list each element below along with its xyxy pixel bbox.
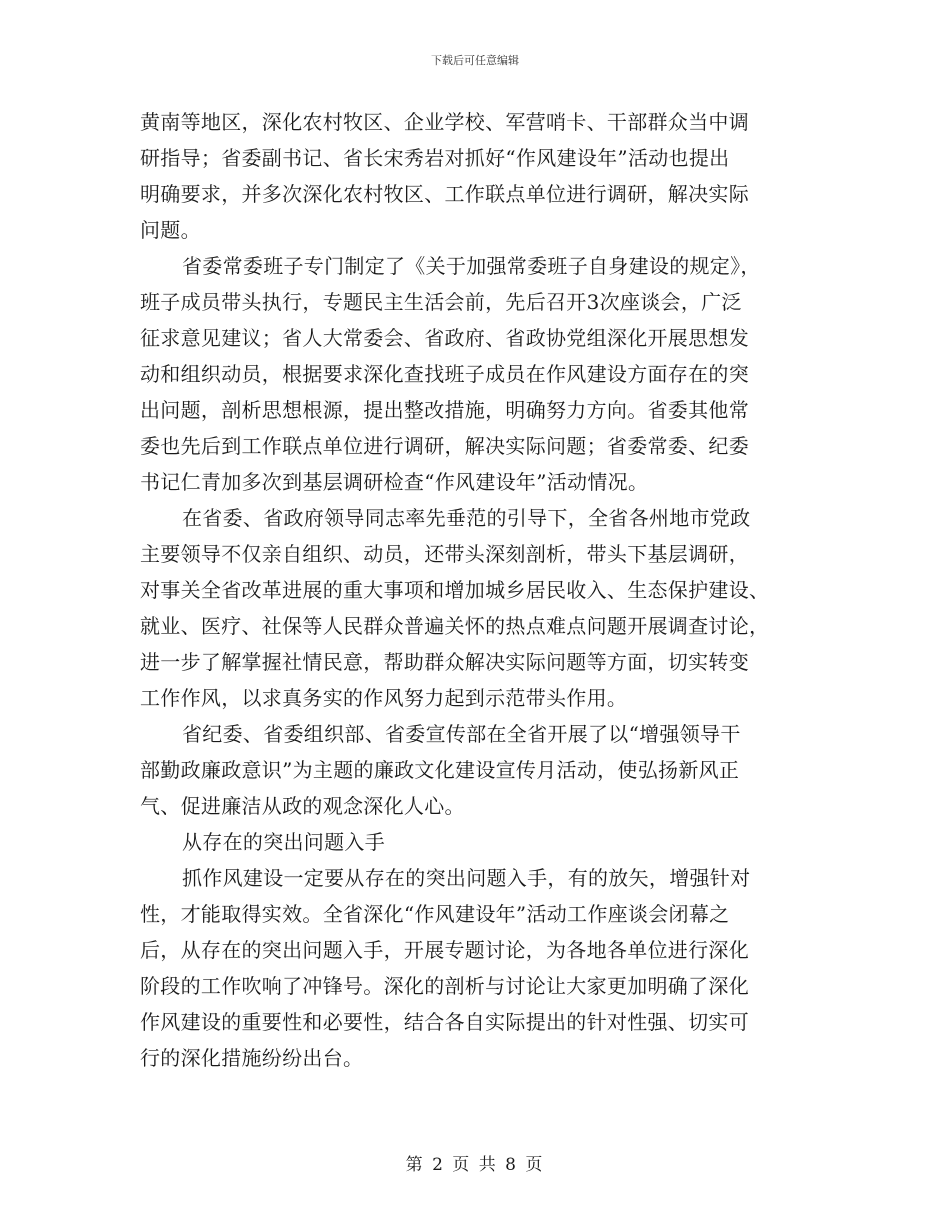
text-line: 主要领导不仅亲自组织、动员，还带头深刻剖析，带头下基层调研， — [140, 542, 749, 566]
text-line: 进一步了解掌握社情民意，帮助群众解决实际问题等方面，切实转变 — [140, 650, 749, 674]
page-footer: 第 2 页 共 8 页 — [405, 1155, 545, 1175]
text-line: 阶段的工作吹响了冲锋号。深化的剖析与讨论让大家更加明确了深化 — [140, 974, 749, 998]
text-line: 部勤政廉政意识”为主题的廉政文化建设宣传月活动，使弘扬新风正 — [140, 758, 740, 782]
text-line: 黄南等地区，深化农村牧区、企业学校、军营哨卡、干部群众当中调 — [140, 110, 749, 134]
text-line: 明确要求，并多次深化农村牧区、工作联点单位进行调研，解决实际 — [140, 182, 749, 206]
text-line: 动和组织动员，根据要求深化查找班子成员在作风建设方面存在的突 — [140, 362, 749, 386]
text-line: 委也先后到工作联点单位进行调研，解决实际问题；省委常委、纪委 — [140, 434, 749, 458]
text-line: 气、促进廉洁从政的观念深化人心。 — [140, 794, 465, 818]
text-line: 省委常委班子专门制定了《关于加强常委班子自身建设的规定》， — [182, 254, 761, 278]
text-line: 就业、医疗、社保等人民群众普遍关怀的热点难点问题开展调查讨论， — [140, 614, 770, 638]
text-line: 工作作风，以求真务实的作风努力起到示范带头作用。 — [140, 686, 628, 710]
text-line: 后，从存在的突出问题入手，开展专题讨论，为各地各单位进行深化 — [140, 938, 749, 962]
text-line: 出问题，剖析思想根源，提出整改措施，明确努力方向。省委其他常 — [140, 398, 749, 422]
text-line: 行的深化措施纷纷出台。 — [140, 1046, 364, 1070]
page-header: 下载后可任意编辑 — [431, 54, 519, 67]
text-line: 问题。 — [140, 218, 201, 242]
text-line: 研指导；省委副书记、省长宋秀岩对抓好“作风建设年”活动也提出 — [140, 146, 730, 170]
text-line: 在省委、省政府领导同志率先垂范的引导下，全省各州地市党政 — [182, 506, 751, 530]
text-line: 省纪委、省委组织部、省委宣传部在全省开展了以“增强领导干 — [182, 722, 741, 746]
text-line: 性，才能取得实效。全省深化“作风建设年”活动工作座谈会闭幕之 — [140, 902, 730, 926]
text-line: 作风建设的重要性和必要性，结合各自实际提出的针对性强、切实可 — [140, 1010, 749, 1034]
text-line: 班子成员带头执行，专题民主生活会前，先后召开3次座谈会，广泛 — [140, 290, 742, 314]
text-line: 从存在的突出问题入手 — [182, 830, 385, 854]
text-line: 抓作风建设一定要从存在的突出问题入手，有的放矢，增强针对 — [182, 866, 751, 890]
document-body — [140, 104, 820, 1076]
text-line: 书记仁青加多次到基层调研检查“作风建设年”活动情况。 — [140, 470, 649, 494]
text-line: 征求意见建议；省人大常委会、省政府、省政协党组深化开展思想发 — [140, 326, 749, 350]
text-line: 对事关全省改革进展的重大事项和增加城乡居民收入、生态保护建设、 — [140, 578, 770, 602]
